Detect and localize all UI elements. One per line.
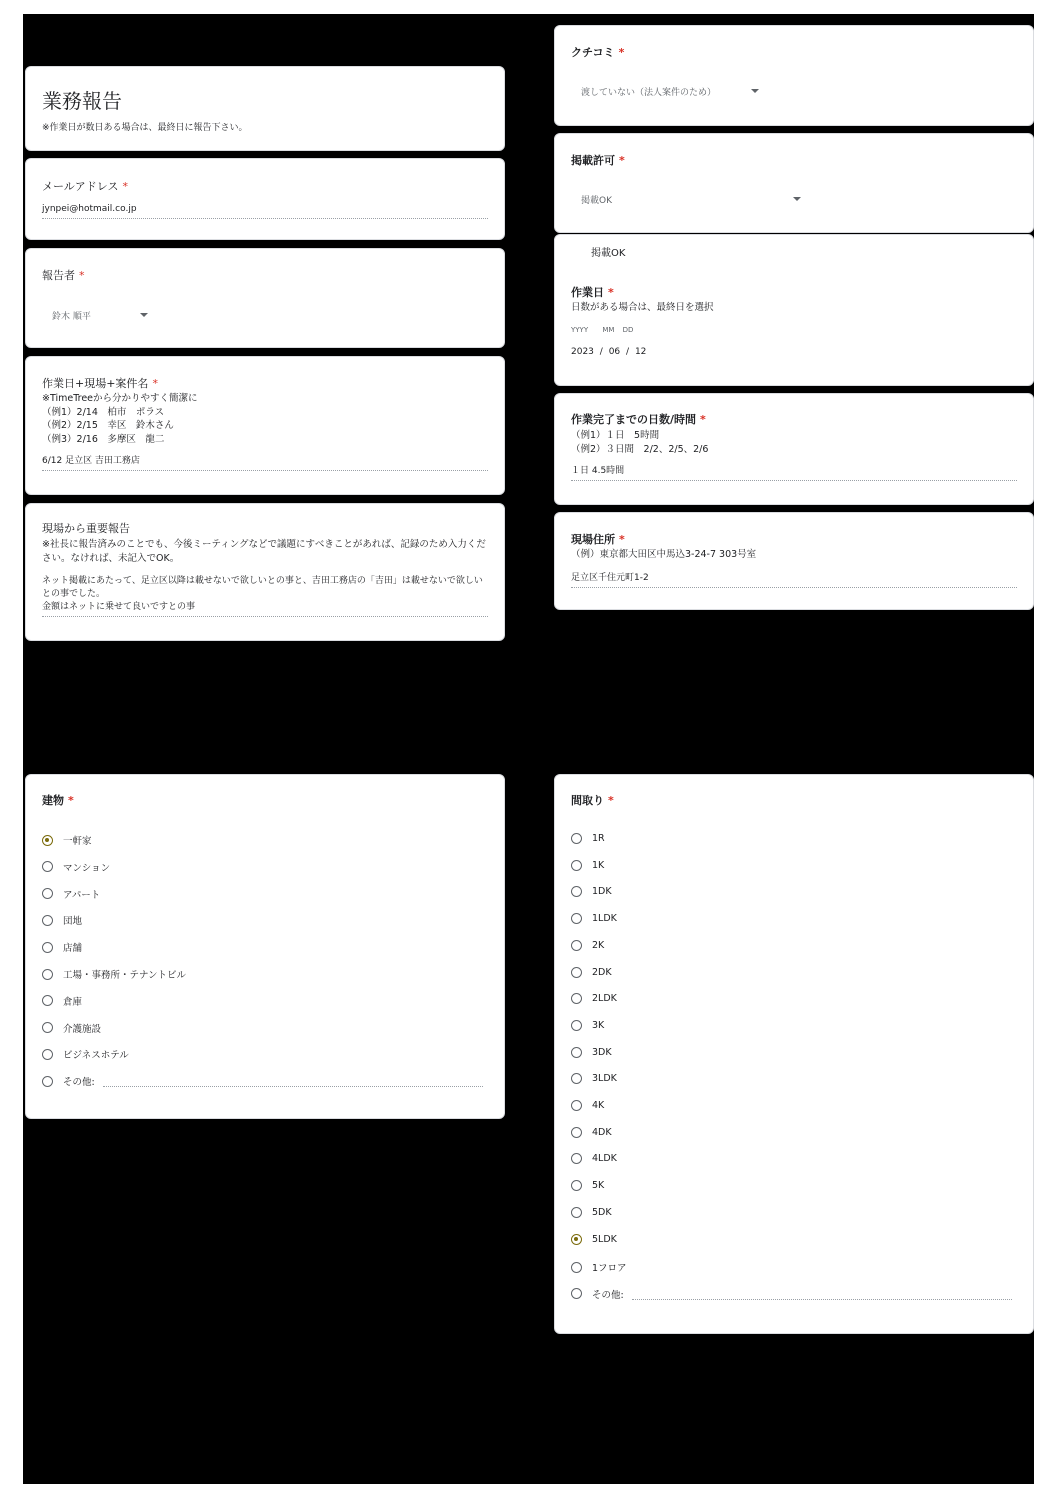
duration-label: 作業完了までの日数/時間 *	[571, 413, 706, 426]
address-field[interactable]: 足立区千住元町1-2	[571, 572, 1017, 588]
layout-option-label: 2LDK	[592, 993, 617, 1005]
required-mark: *	[79, 269, 85, 282]
job-label: 作業日+現場+案件名 *	[42, 377, 158, 390]
building-option[interactable]	[42, 1021, 101, 1035]
address-question-card	[554, 512, 1034, 610]
layout-option[interactable]	[571, 967, 612, 978]
layout-option-label: 3LDK	[592, 1073, 617, 1085]
radio-unchecked-icon[interactable]	[42, 942, 53, 953]
radio-unchecked-icon[interactable]	[42, 861, 53, 872]
layout-option[interactable]	[571, 1153, 617, 1164]
layout-option[interactable]	[571, 1100, 604, 1111]
report-question-card	[25, 503, 505, 641]
building-option[interactable]	[42, 913, 82, 927]
layout-option-label: 4K	[592, 1100, 605, 1111]
email-field[interactable]: jynpei@hotmail.co.jp	[42, 203, 488, 219]
building-option[interactable]	[42, 1074, 95, 1088]
radio-unchecked-icon[interactable]	[42, 1076, 53, 1087]
date-separator: /	[626, 347, 630, 357]
address-label: 現場住所 *	[571, 533, 625, 546]
layout-option-label: 1DK	[592, 886, 612, 898]
required-mark: *	[619, 154, 625, 167]
radio-checked-icon[interactable]	[571, 1234, 582, 1245]
layout-option-label: 1K	[592, 859, 605, 871]
layout-option-label: 5LDK	[592, 1233, 617, 1245]
building-other-input[interactable]	[103, 1085, 483, 1087]
layout-option-label: 1R	[592, 833, 605, 844]
form-title-card	[25, 66, 505, 151]
radio-checked-icon[interactable]	[42, 835, 53, 846]
layout-option-label: 3DK	[592, 1046, 612, 1058]
building-option[interactable]	[42, 887, 100, 901]
publish-label: 掲載許可 *	[571, 154, 625, 167]
layout-option[interactable]	[571, 940, 604, 951]
review-dropdown[interactable]	[581, 85, 771, 97]
layout-option[interactable]	[571, 913, 617, 924]
required-mark: *	[619, 533, 625, 546]
radio-unchecked-icon[interactable]	[571, 1047, 582, 1058]
review-selected-value: 渡していない（法人案件のため）	[581, 87, 717, 98]
required-mark: *	[608, 286, 614, 299]
date-separator: /	[599, 347, 603, 357]
job-description: ※TimeTreeから分かりやすく簡潔に （例1）2/14 柏市 ポラス （例2）2/15 幸区 鈴木さん （例3）2/16 多摩区 龍二	[42, 393, 198, 445]
layout-option[interactable]	[571, 1047, 612, 1058]
required-mark: *	[700, 413, 706, 426]
date-format-labels	[571, 326, 633, 334]
day-label: DD	[622, 326, 634, 334]
radio-unchecked-icon[interactable]	[571, 1153, 582, 1164]
radio-unchecked-icon[interactable]	[571, 967, 582, 978]
layout-option[interactable]	[571, 833, 605, 844]
chevron-down-icon	[140, 313, 148, 317]
building-option[interactable]	[42, 1047, 129, 1061]
layout-question-card	[554, 774, 1034, 1334]
building-question-card	[25, 774, 505, 1119]
workdate-question-card	[554, 234, 1034, 386]
radio-unchecked-icon[interactable]	[42, 1022, 53, 1033]
building-option-label: 一軒家	[63, 836, 92, 847]
report-description: ※社長に報告済みのことでも、今後ミーティングなどで議題にすべきことがあれば、記録のため入力ください。なければ、未記入でOK。	[42, 539, 486, 564]
radio-unchecked-icon[interactable]	[571, 1262, 582, 1273]
layout-option[interactable]	[571, 1207, 612, 1218]
month-label: MM	[602, 326, 615, 334]
layout-option-label: 2K	[592, 939, 605, 951]
layout-other-input[interactable]	[632, 1298, 1012, 1300]
form-description: ※作業日が数日ある場合は、最終日に報告下さい。	[42, 123, 248, 133]
radio-unchecked-icon[interactable]	[42, 995, 53, 1006]
year-field[interactable]: 2023	[571, 347, 594, 357]
date-input[interactable]	[571, 347, 646, 357]
radio-unchecked-icon[interactable]	[571, 1180, 582, 1191]
radio-unchecked-icon[interactable]	[571, 833, 582, 844]
building-option-label: マンション	[63, 862, 111, 874]
radio-unchecked-icon[interactable]	[571, 913, 582, 924]
radio-unchecked-icon[interactable]	[571, 860, 582, 871]
email-label: メールアドレス *	[42, 180, 128, 193]
report-field[interactable]: ネット掲載にあたって、足立区以降は載せないで欲しいとの事と、吉田工務店の「吉田」は載せないで欲しいとの事でした。 金額はネットに乗せて良いですとの事	[42, 575, 488, 617]
reporter-dropdown[interactable]	[52, 309, 152, 321]
duration-description: （例1）１日 5時間 （例2）３日間 2/2、2/5、2/6	[571, 430, 709, 455]
layout-option-label: 3K	[592, 1019, 605, 1031]
duration-field[interactable]: １日 4.5時間	[571, 465, 1017, 481]
reporter-label: 報告者 *	[42, 269, 85, 282]
required-mark: *	[618, 46, 625, 59]
layout-option[interactable]	[571, 1180, 604, 1191]
year-label: YYYY	[571, 326, 589, 334]
layout-option-label: 4DK	[592, 1126, 612, 1138]
review-question-card	[554, 25, 1034, 126]
layout-label: 間取り *	[571, 794, 614, 807]
building-option[interactable]	[42, 994, 82, 1008]
layout-option-label: 4LDK	[592, 1153, 617, 1165]
report-label: 現場から重要報告	[42, 522, 130, 535]
radio-unchecked-icon[interactable]	[571, 1100, 582, 1111]
layout-option[interactable]	[571, 993, 617, 1004]
radio-unchecked-icon[interactable]	[42, 1049, 53, 1060]
building-option[interactable]	[42, 967, 186, 981]
radio-unchecked-icon[interactable]	[42, 915, 53, 926]
required-mark: *	[608, 794, 614, 807]
address-description: （例）東京都大田区中馬込3-24-7 303号室	[571, 549, 757, 560]
chevron-down-icon	[793, 197, 801, 201]
layout-option-label: 2DK	[592, 966, 612, 978]
radio-unchecked-icon[interactable]	[571, 1020, 582, 1031]
radio-unchecked-icon[interactable]	[571, 1288, 582, 1299]
layout-option[interactable]	[571, 886, 612, 897]
publish-question-card	[554, 133, 1034, 233]
layout-option-label: 5DK	[592, 1206, 612, 1218]
duration-question-card	[554, 393, 1034, 505]
building-label: 建物 *	[42, 794, 74, 807]
layout-option-label: その他:	[592, 1289, 624, 1301]
job-field[interactable]: 6/12 足立区 吉田工務店	[42, 455, 488, 471]
building-option[interactable]	[42, 860, 110, 874]
radio-unchecked-icon[interactable]	[571, 1073, 582, 1084]
required-mark: *	[122, 180, 128, 193]
reporter-selected-value: 鈴木 順平	[52, 311, 91, 322]
required-mark: *	[68, 794, 74, 807]
email-question-card	[25, 158, 505, 240]
day-field[interactable]: 12	[634, 347, 647, 357]
layout-option-label: 5K	[592, 1180, 605, 1192]
form-title: 業務報告	[42, 89, 122, 113]
reporter-question-card	[25, 248, 505, 348]
layout-option-label: 1フロア	[592, 1263, 627, 1275]
month-field[interactable]: 06	[608, 347, 621, 357]
layout-option[interactable]	[571, 1234, 617, 1245]
building-option-label: ビジネスホテル	[63, 1050, 129, 1062]
radio-unchecked-icon[interactable]	[571, 886, 582, 897]
layout-option[interactable]	[571, 1127, 612, 1138]
building-option[interactable]	[42, 833, 92, 847]
radio-unchecked-icon[interactable]	[571, 1207, 582, 1218]
radio-unchecked-icon[interactable]	[571, 940, 582, 951]
building-option-label: アパート	[63, 889, 101, 901]
radio-unchecked-icon[interactable]	[571, 1127, 582, 1138]
publish-menu-item[interactable]: 掲載OK	[591, 248, 626, 259]
layout-option[interactable]	[571, 1260, 627, 1274]
chevron-down-icon	[751, 89, 759, 93]
building-option-label: 店舗	[63, 943, 83, 955]
publish-selected-value: 掲載OK	[581, 195, 612, 206]
publish-dropdown[interactable]	[581, 193, 811, 205]
building-option-label: 介護施設	[63, 1023, 102, 1035]
workdate-label: 作業日 *	[571, 286, 614, 299]
building-option-label: 倉庫	[63, 996, 83, 1008]
layout-option-label: 1LDK	[592, 913, 617, 925]
layout-option[interactable]	[571, 860, 604, 871]
radio-unchecked-icon[interactable]	[42, 888, 53, 899]
layout-option[interactable]	[571, 1020, 604, 1031]
layout-option[interactable]	[571, 1073, 617, 1084]
building-option[interactable]	[42, 940, 82, 954]
radio-unchecked-icon[interactable]	[571, 993, 582, 1004]
review-label: クチコミ *	[571, 46, 625, 59]
building-option-label: その他:	[63, 1077, 95, 1089]
workdate-description: 日数がある場合は、最終日を選択	[571, 302, 714, 313]
job-question-card	[25, 356, 505, 495]
building-option-label: 工場・事務所・テナントビル	[63, 970, 187, 981]
building-option-label: 団地	[63, 916, 83, 928]
layout-option[interactable]	[571, 1287, 624, 1301]
required-mark: *	[152, 377, 158, 390]
radio-unchecked-icon[interactable]	[42, 969, 53, 980]
